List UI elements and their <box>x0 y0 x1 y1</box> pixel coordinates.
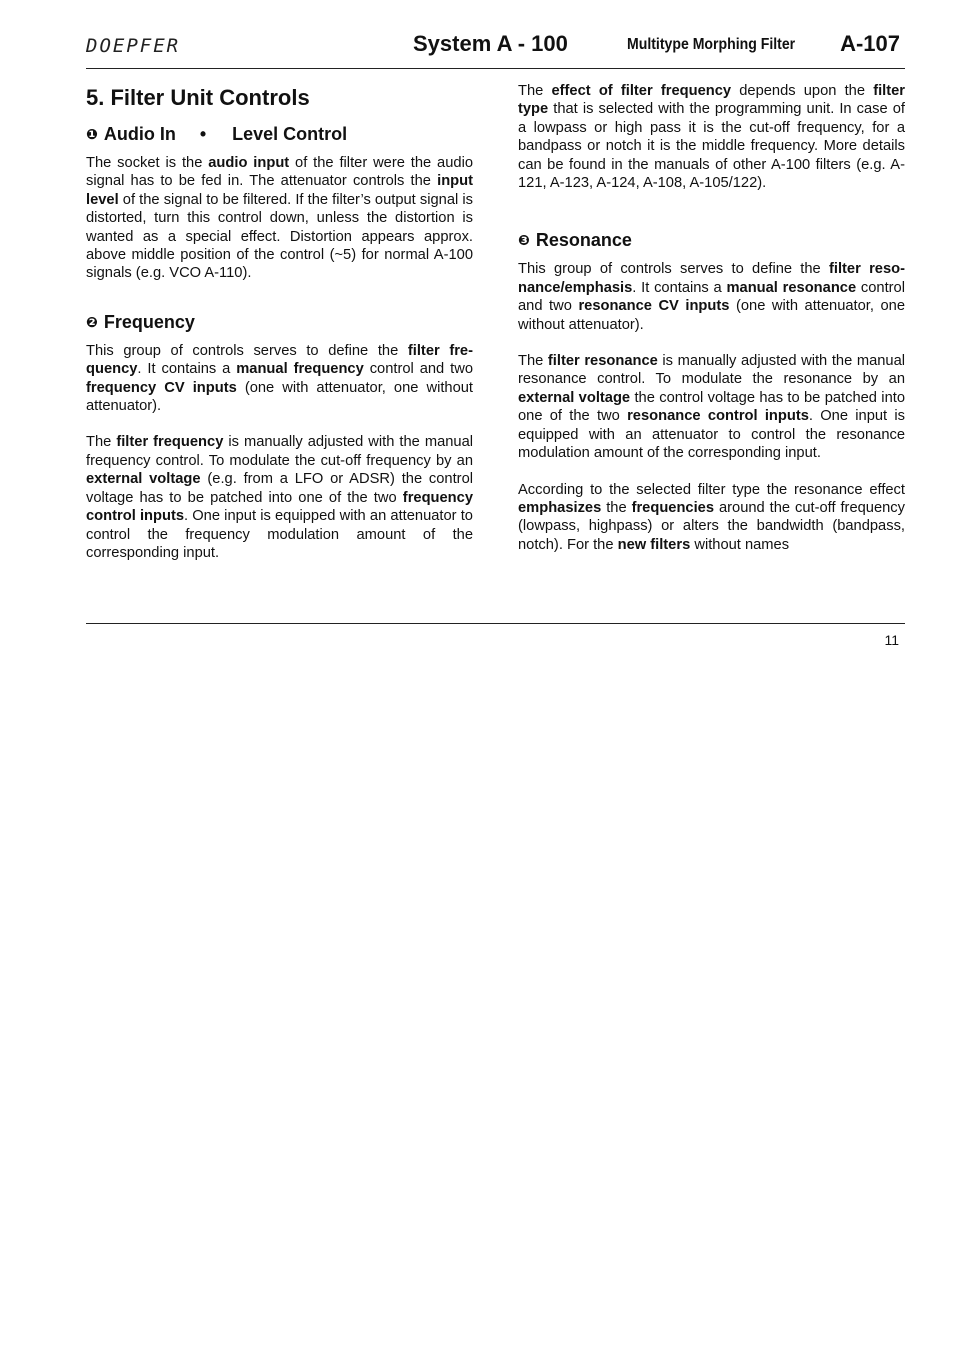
bold-term: filter type <box>518 83 906 118</box>
circled-one-icon: ❶ <box>86 127 98 143</box>
bold-term: emphasizes <box>518 499 602 516</box>
text-run: . One input is equipped with an attenuator to control the frequency modulation amount of the corresponding input. <box>86 508 473 561</box>
audio-in-paragraph <box>86 154 473 283</box>
bold-term: new filters <box>617 536 691 553</box>
text-run: This group of controls serves to define the <box>518 261 829 278</box>
frequency-paragraph-2 <box>86 433 473 562</box>
circled-three-icon: ❸ <box>518 233 530 250</box>
footer-divider <box>86 623 905 624</box>
text-run: This group of controls serves to define the <box>86 342 408 359</box>
text-run: depends upon the <box>731 83 874 99</box>
frequency-heading <box>86 311 473 334</box>
bold-term: filter frequency <box>86 342 474 378</box>
text-run: (one with attenuator, one without attenuator). <box>518 298 905 333</box>
text-run: According to the selected filter type the resonance effect <box>518 481 905 498</box>
resonance-paragraph-3 <box>518 481 905 555</box>
resonance-title: Resonance <box>535 230 632 251</box>
bold-term: filter frequency <box>116 434 224 451</box>
bullet-separator: • <box>199 124 207 144</box>
audio-in-title: Audio In <box>103 124 176 144</box>
text-run: The <box>86 434 117 451</box>
module-number: A-107 <box>840 31 900 56</box>
module-subtitle: Multitype Morphing Filter <box>627 36 796 53</box>
text-run: . It contains a <box>137 361 237 378</box>
frequency-paragraph-3 <box>518 82 905 192</box>
right-column <box>518 82 905 554</box>
section-heading: 5. Filter Unit Controls <box>86 85 310 110</box>
bold-term: input level <box>86 173 473 208</box>
bold-term: resonance CV inputs <box>578 298 730 315</box>
text-run: control and two <box>518 279 905 315</box>
page-header <box>86 30 905 69</box>
text-run: around the cut-off frequency (lowpass, highpass) or alters the bandwidth (bandpass, notch). For the <box>518 499 905 553</box>
text-run: (one with attenuator, one without attenuator). <box>86 379 473 415</box>
text-run: is manually adjusted with the manual frequency control. To modulate the cut-off frequency by an <box>86 434 474 469</box>
bold-term: filter resonance/emphasis <box>518 261 905 296</box>
resonance-paragraph-2 <box>518 352 905 462</box>
text-run: that is selected with the programming unit. In case of a lowpass or high pass it is the cut-off frequency, for a bandpass or notch it is the middle frequency. More details can be found in the manuals of other A-100 filters (e.g. A-121, A-123, A-124, A-108, A-105/122). <box>518 101 905 192</box>
text-run: The <box>518 353 548 370</box>
text-run: The <box>518 83 552 99</box>
text-run: The socket is the <box>86 155 209 171</box>
left-column <box>86 82 473 562</box>
circled-two-icon: ❷ <box>86 314 98 331</box>
bold-term: effect of filter frequency <box>551 83 732 99</box>
frequency-title: Frequency <box>103 311 195 332</box>
frequency-paragraph-1 <box>86 342 473 416</box>
bold-term: resonance control inputs <box>627 408 809 425</box>
text-run: the <box>601 499 632 516</box>
text-run: of the signal to be filtered. If the filter’s output signal is distorted, turn this control down, unless the distortion is wanted as a special effect. Distortion appears approx. above middle position of the control (~5) for normal A-100 signals (e.g. VCO A-110). <box>86 191 473 282</box>
bold-term: manual frequency <box>236 361 364 378</box>
resonance-paragraph-1 <box>518 260 905 334</box>
text-run: . One input is equipped with an attenuator to control the resonance modulation amount of the corresponding input. <box>518 408 905 462</box>
audio-in-heading <box>86 123 473 146</box>
bold-term: external voltage <box>518 389 631 406</box>
page-number: 11 <box>884 632 899 648</box>
level-control-title: Level Control <box>232 124 348 144</box>
text-run: (e.g. from a LFO or ADSR) the control voltage has to be patched into one of the two <box>86 471 474 506</box>
text-run: is manually adjusted with the manual resonance control. To modulate the resonance by an <box>518 353 906 388</box>
bold-term: filter resonance <box>547 353 658 370</box>
bold-term: audio input <box>208 155 290 171</box>
bold-term: frequency CV inputs <box>86 379 237 396</box>
system-title: System A - 100 <box>413 31 568 56</box>
text-run: control and two <box>363 361 473 378</box>
bold-term: manual resonance <box>726 279 857 296</box>
bold-term: frequency control inputs <box>86 489 473 525</box>
brand-logo: DOEPFER <box>86 35 181 57</box>
resonance-heading <box>518 229 905 252</box>
text-run: . It contains a <box>632 279 727 296</box>
text-run: the control voltage has to be patched into one of the two <box>518 389 905 425</box>
bold-term: frequencies <box>631 499 715 516</box>
bold-term: external voltage <box>86 471 201 488</box>
text-run: of the filter were the audio signal has to be fed in. The attenuator controls the <box>86 155 473 190</box>
text-run: without names <box>690 536 790 553</box>
